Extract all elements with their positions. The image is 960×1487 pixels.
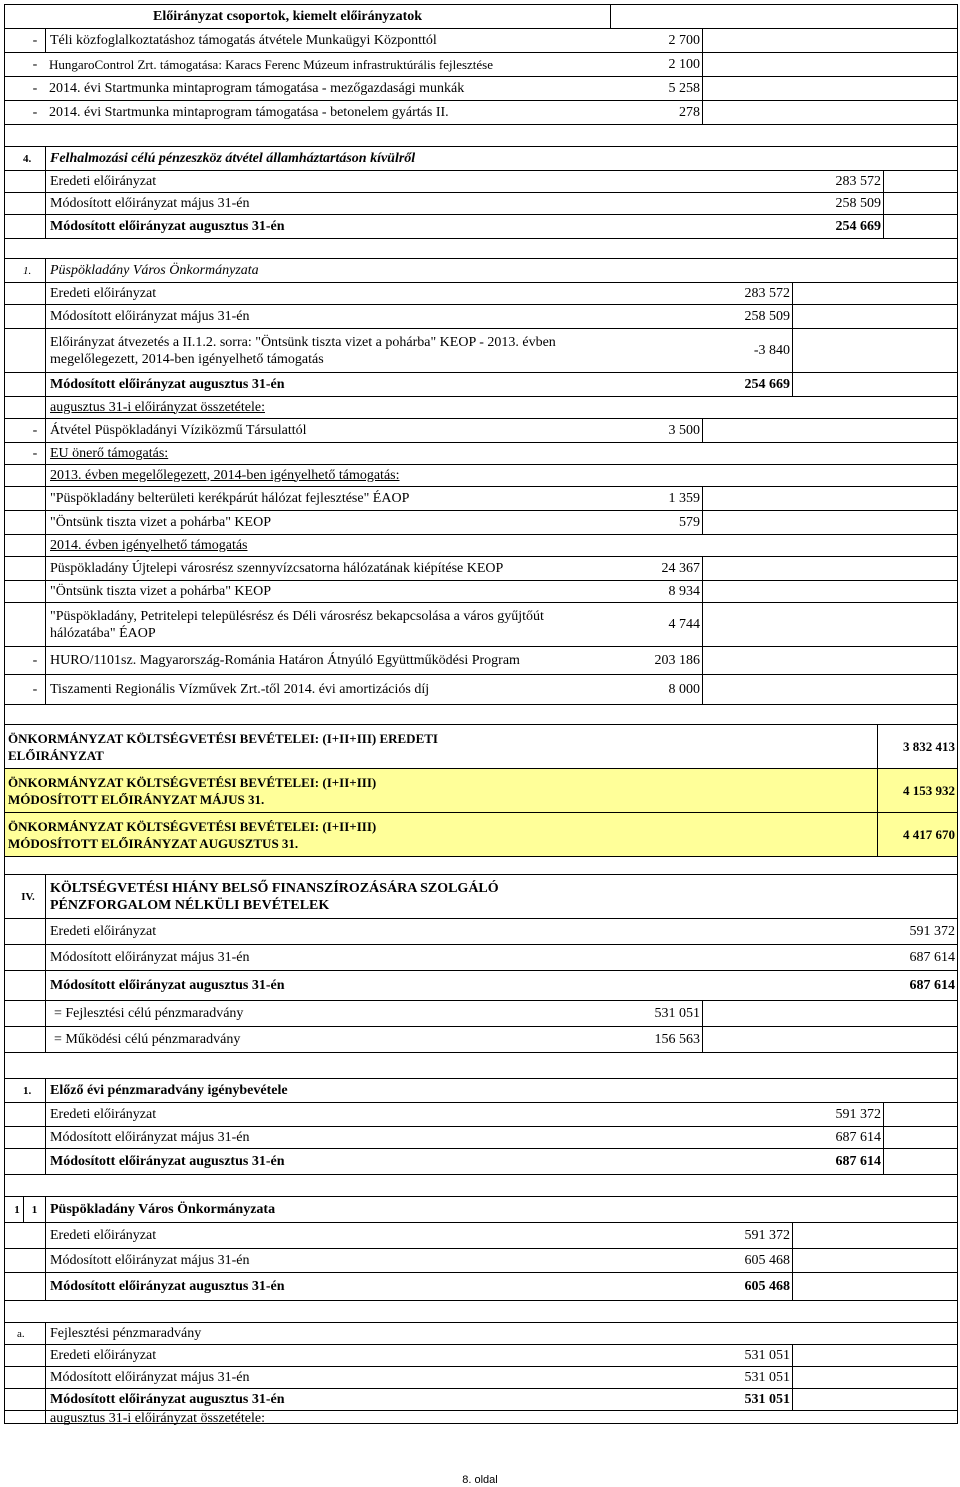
row-value: 254 669 xyxy=(744,376,790,392)
row-label: EU önerő támogatás: xyxy=(45,443,655,464)
table-row xyxy=(5,329,957,373)
divider xyxy=(702,101,703,124)
table-row xyxy=(5,419,957,443)
divider xyxy=(792,1249,793,1272)
budget-sheet xyxy=(4,4,958,1424)
row-label: = Fejlesztési célú pénzmaradvány xyxy=(45,1001,645,1026)
table-row xyxy=(5,1249,957,1273)
divider xyxy=(702,511,703,534)
divider xyxy=(792,1367,793,1388)
divider xyxy=(792,1223,793,1248)
row-label: augusztus 31-i előirányzat összetétele: xyxy=(45,1411,705,1423)
row-label: Módosított előirányzat május 31-én xyxy=(45,1127,785,1148)
table-row xyxy=(5,675,957,705)
row-value: 8 000 xyxy=(668,681,700,697)
divider xyxy=(883,193,884,214)
table-row xyxy=(5,1103,957,1127)
row-value: 591 372 xyxy=(744,1227,790,1243)
table-row xyxy=(5,397,957,419)
table-row xyxy=(5,1127,957,1149)
divider xyxy=(792,1389,793,1410)
table-row xyxy=(5,1149,957,1175)
total-label: ÖNKORMÁNYZAT KÖLTSÉGVETÉSI BEVÉTELEI: (I+II+III) EREDETI ELŐIRÁNYZAT xyxy=(8,730,438,763)
total-row-original xyxy=(5,725,957,769)
table-row xyxy=(5,557,957,581)
divider xyxy=(883,171,884,192)
row-value: 1 359 xyxy=(668,490,700,506)
row-label: Eredeti előirányzat xyxy=(45,1223,705,1248)
table-row xyxy=(5,77,957,101)
table-row xyxy=(5,305,957,329)
row-value: 3 500 xyxy=(668,422,700,438)
row-value: 156 563 xyxy=(654,1031,700,1047)
row-label: "Püspökladány belterületi kerékpárút hálózat fejlesztése" ÉAOP xyxy=(45,487,655,510)
total-label: ÖNKORMÁNYZAT KÖLTSÉGVETÉSI BEVÉTELEI: (I+II+III) MÓDOSÍTOTT ELŐIRÁNYZAT AUGUSZTUS 31. xyxy=(8,818,377,851)
table-row xyxy=(5,535,957,557)
table-row xyxy=(5,1345,957,1367)
row-value: 258 509 xyxy=(744,308,790,324)
divider xyxy=(702,557,703,580)
row-value: 283 572 xyxy=(744,285,790,301)
row-value: 591 372 xyxy=(835,1106,881,1122)
spacer-row xyxy=(5,1301,957,1323)
section-header-row xyxy=(5,875,957,919)
section-header-row xyxy=(5,147,957,171)
spacer-row xyxy=(5,857,957,875)
row-value: 2 100 xyxy=(668,56,700,72)
section-header-row xyxy=(5,259,957,283)
group-header-row xyxy=(5,5,957,29)
row-value: 24 367 xyxy=(661,560,700,576)
row-value: 531 051 xyxy=(744,1347,790,1363)
row-dash: - xyxy=(32,445,38,461)
group-title: Előirányzat csoportok, kiemelt előirányzatok xyxy=(153,8,423,24)
row-label: Tiszamenti Regionális Vízművek Zrt.-től 2014. évi amortizációs díj xyxy=(45,675,605,704)
divider xyxy=(792,283,793,304)
row-label: Módosított előirányzat augusztus 31-én xyxy=(45,373,725,396)
row-value: 605 468 xyxy=(744,1252,790,1268)
row-value: 278 xyxy=(679,104,700,120)
divider xyxy=(702,29,703,52)
divider xyxy=(702,77,703,100)
row-label: Eredeti előirányzat xyxy=(45,283,725,304)
table-row xyxy=(5,647,957,675)
row-value: 4 744 xyxy=(668,616,700,632)
empty-cell xyxy=(610,5,957,28)
page-number: 8. oldal xyxy=(462,1474,498,1486)
divider xyxy=(792,305,793,328)
row-value: 605 468 xyxy=(744,1278,790,1294)
row-label: Módosított előirányzat augusztus 31-én xyxy=(45,1389,705,1410)
section-title: Fejlesztési pénzmaradvány xyxy=(45,1323,745,1344)
divider xyxy=(702,419,703,442)
row-value: 591 372 xyxy=(909,923,955,939)
row-label: Előirányzat átvezetés a II.1.2. sorra: "Öntsünk tiszta vizet a pohárba" KEOP - 2013. évben megelőlegezett, 2014-ben igényelhető támogatás xyxy=(45,329,605,372)
row-value: 687 614 xyxy=(909,977,955,993)
divider xyxy=(702,603,703,646)
row-value: 531 051 xyxy=(744,1391,790,1407)
table-row xyxy=(5,603,957,647)
divider xyxy=(702,647,703,674)
table-row xyxy=(5,465,957,487)
row-label: 2013. évben megelőlegezett, 2014-ben igényelhető támogatás: xyxy=(45,465,685,486)
divider xyxy=(702,1027,703,1052)
table-row xyxy=(5,945,957,971)
row-label: Eredeti előirányzat xyxy=(45,1103,785,1126)
section-number: 1 xyxy=(14,1203,20,1216)
total-value: 4 153 932 xyxy=(877,769,957,812)
row-label: Módosított előirányzat május 31-én xyxy=(45,1249,705,1272)
spacer-row xyxy=(5,1053,957,1079)
row-label: Átvétel Püspökladányi Víziközmű Társulattól xyxy=(45,419,655,442)
row-value: 283 572 xyxy=(835,173,881,189)
table-row xyxy=(5,1389,957,1411)
row-label: Módosított előirányzat május 31-én xyxy=(45,305,725,328)
section-number: IV. xyxy=(21,890,35,903)
section-header-row xyxy=(5,1323,957,1345)
row-label: augusztus 31-i előirányzat összetétele: xyxy=(45,397,705,418)
table-row xyxy=(5,29,957,53)
section-header-row xyxy=(5,1197,957,1223)
spacer-row xyxy=(5,239,957,259)
table-row xyxy=(5,215,957,239)
row-label: Módosított előirányzat augusztus 31-én xyxy=(45,1273,705,1300)
table-row xyxy=(5,1367,957,1389)
row-value: 258 509 xyxy=(835,195,881,211)
row-value: 2 700 xyxy=(668,32,700,48)
section-title: Felhalmozási célú pénzeszköz átvétel államháztartáson kívülről xyxy=(45,147,885,170)
row-value: 687 614 xyxy=(835,1129,881,1145)
row-value: 8 934 xyxy=(668,583,700,599)
subsection-number: 1 xyxy=(23,1197,45,1222)
divider xyxy=(792,373,793,396)
divider xyxy=(792,329,793,372)
table-row xyxy=(5,487,957,511)
table-row xyxy=(5,581,957,603)
row-dash: - xyxy=(32,56,38,72)
divider xyxy=(883,1127,884,1148)
row-dash: - xyxy=(32,80,38,96)
table-row xyxy=(5,101,957,125)
total-value: 3 832 413 xyxy=(877,725,957,768)
table-row xyxy=(5,511,957,535)
table-row xyxy=(5,1001,957,1027)
divider xyxy=(792,1273,793,1300)
row-label: "Öntsünk tiszta vizet a pohárba" KEOP xyxy=(45,581,655,602)
row-label: HungaroControl Zrt. támogatása: Karacs Ferenc Múzeum infrastruktúrális fejlesztése xyxy=(49,56,494,72)
row-label: Módosított előirányzat május 31-én xyxy=(45,193,745,214)
table-row xyxy=(5,373,957,397)
divider xyxy=(883,1149,884,1174)
table-row xyxy=(5,1027,957,1053)
row-value: 687 614 xyxy=(835,1153,881,1169)
table-row xyxy=(5,1411,957,1426)
table-row xyxy=(5,919,957,945)
table-row xyxy=(5,971,957,1001)
row-dash: - xyxy=(32,32,38,48)
divider xyxy=(702,1001,703,1026)
row-label: Módosított előirányzat augusztus 31-én xyxy=(45,1149,785,1174)
row-label: = Működési célú pénzmaradvány xyxy=(45,1027,645,1052)
section-number: a. xyxy=(17,1327,25,1340)
table-row xyxy=(5,1223,957,1249)
section-title: Előző évi pénzmaradvány igénybevétele xyxy=(45,1079,745,1102)
spacer-row xyxy=(5,1175,957,1197)
row-label: 2014. évi Startmunka mintaprogram támogatása - betonelem gyártás II. xyxy=(49,104,449,120)
table-row xyxy=(5,53,957,77)
total-row-may xyxy=(5,769,957,813)
row-label: "Püspökladány, Petritelepi településrész és Déli városrész bekapcsolása a város gyűjtőút hálózatába" ÉAOP xyxy=(45,603,575,646)
divider xyxy=(792,1345,793,1366)
row-label: Módosított előirányzat május 31-én xyxy=(45,1367,705,1388)
table-row xyxy=(5,171,957,193)
section-number: 1. xyxy=(23,1084,32,1097)
row-value: 531 051 xyxy=(654,1005,700,1021)
table-row xyxy=(5,1273,957,1301)
section-header-row xyxy=(5,1079,957,1103)
total-label: ÖNKORMÁNYZAT KÖLTSÉGVETÉSI BEVÉTELEI: (I+II+III) MÓDOSÍTOTT ELŐIRÁNYZAT MÁJUS 31. xyxy=(8,774,377,807)
row-label: Eredeti előirányzat xyxy=(45,171,745,192)
row-value: 254 669 xyxy=(835,218,881,234)
divider xyxy=(702,675,703,704)
total-value: 4 417 670 xyxy=(877,813,957,856)
section-title: KÖLTSÉGVETÉSI HIÁNY BELSŐ FINANSZÍROZÁSÁRA SZOLGÁLÓ PÉNZFORGALOM NÉLKÜLI BEVÉTELEK xyxy=(45,875,585,918)
row-value: 579 xyxy=(679,514,700,530)
section-number: 4. xyxy=(23,152,32,165)
row-label: Eredeti előirányzat xyxy=(45,1345,705,1366)
row-value: 531 051 xyxy=(744,1369,790,1385)
row-label: Püspökladány Újtelepi városrész szennyvízcsatorna hálózatának kiépítése KEOP xyxy=(45,557,655,580)
row-label: Téli közfoglalkoztatáshoz támogatás átvétele Munkaügyi Központtól xyxy=(45,29,610,52)
row-value: -3 840 xyxy=(753,342,790,358)
table-row xyxy=(5,443,957,465)
row-dash: - xyxy=(32,652,38,668)
divider xyxy=(702,581,703,602)
row-value: 687 614 xyxy=(909,949,955,965)
row-label: 2014. évi Startmunka mintaprogram támogatása - mezőgazdasági munkák xyxy=(49,80,465,96)
spacer-row xyxy=(5,705,957,725)
row-dash: - xyxy=(32,681,38,697)
section-number: 1. xyxy=(23,264,32,277)
row-label: Módosított előirányzat augusztus 31-én xyxy=(45,971,845,1000)
section-title: Püspökladány Város Önkormányzata xyxy=(45,1197,745,1222)
divider xyxy=(883,1103,884,1126)
row-dash: - xyxy=(32,104,38,120)
row-label: 2014. évben igényelhető támogatás xyxy=(45,535,655,556)
spacer-row xyxy=(5,125,957,147)
row-label: "Öntsünk tiszta vizet a pohárba" KEOP xyxy=(45,511,655,534)
divider xyxy=(883,215,884,238)
section-title: Püspökladány Város Önkormányzata xyxy=(45,259,745,282)
divider xyxy=(702,487,703,510)
table-row xyxy=(5,193,957,215)
row-dash: - xyxy=(32,422,38,438)
total-row-august xyxy=(5,813,957,857)
row-label: Eredeti előirányzat xyxy=(45,919,845,944)
divider xyxy=(702,53,703,76)
row-value: 5 258 xyxy=(668,80,700,96)
row-label: Módosított előirányzat május 31-én xyxy=(45,945,845,970)
row-label: Módosított előirányzat augusztus 31-én xyxy=(45,215,745,238)
row-label: HURO/1101sz. Magyarország-Románia Határon Átnyúló Együttműködési Program xyxy=(45,647,605,674)
table-row xyxy=(5,283,957,305)
row-value: 203 186 xyxy=(654,652,700,668)
